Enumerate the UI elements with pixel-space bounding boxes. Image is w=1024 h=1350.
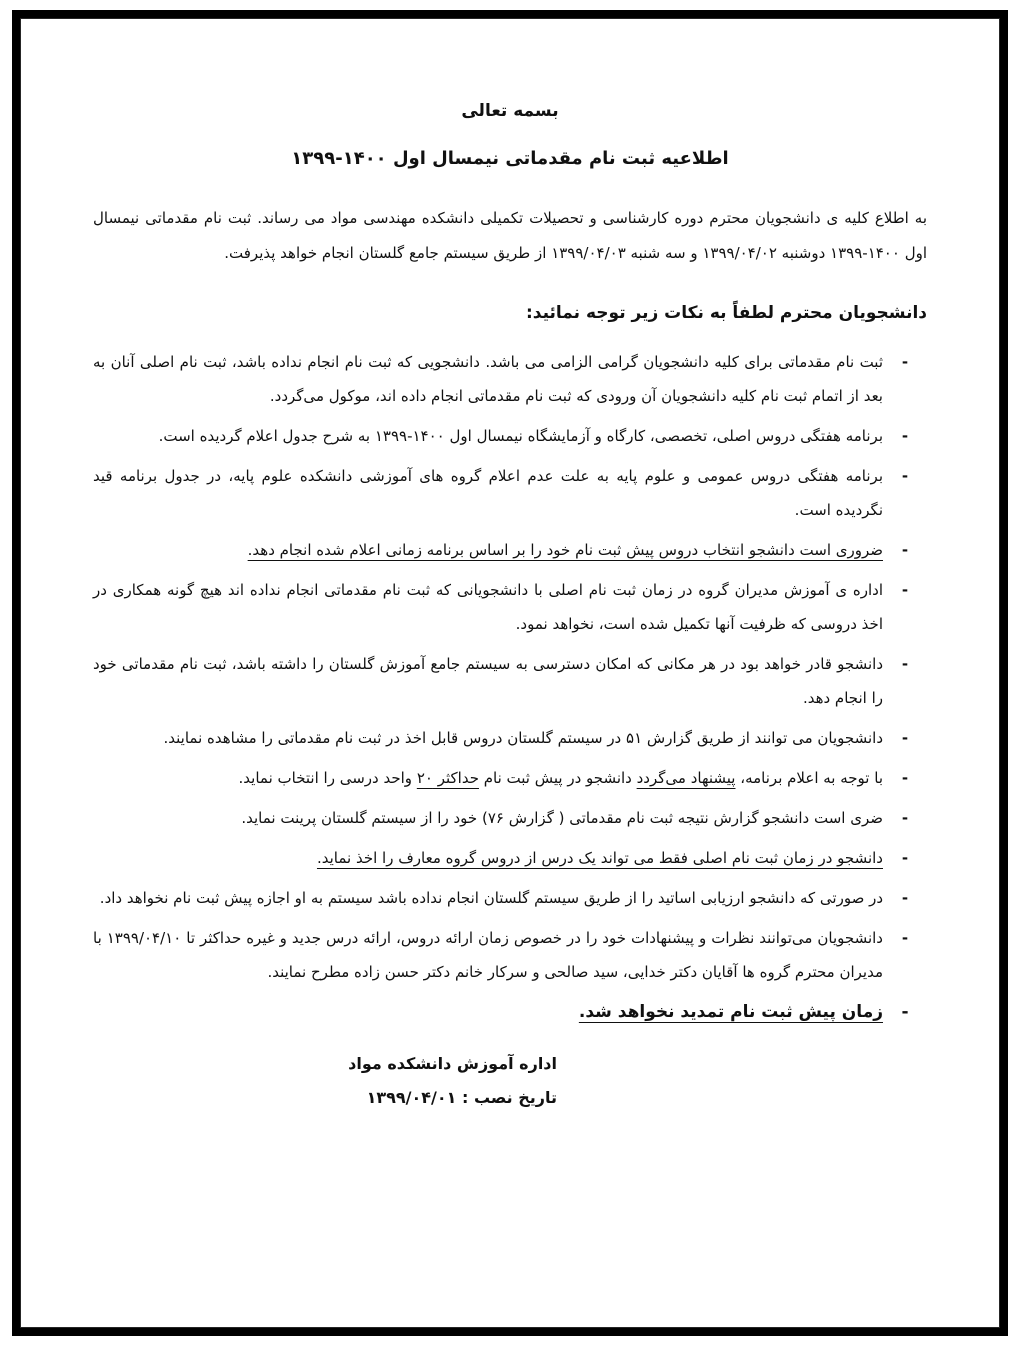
note-8-suffix: واحد درسی را انتخاب نماید. — [238, 769, 417, 787]
note-12-text: دانشجویان می‌توانند نظرات و پیشنهادات خود را در خصوص زمان ارائه دروس، ارائه درس جدید و غیره حداکثر تا ۱۳۹۹/۰۴/۱۰ با مدیران محترم گروه ها آقایان دکتر خدایی، سید صالحی و سرکار خانم دکتر حسن زاده مطرح نمایند. — [93, 929, 883, 981]
basmala: بسمه تعالی — [461, 101, 559, 121]
note-6 — [93, 647, 927, 715]
note-13 — [93, 995, 927, 1029]
education-office: اداره آموزش دانشکده مواد — [348, 1054, 557, 1073]
bullet-dash: - — [901, 889, 909, 907]
bullet-dash: - — [901, 427, 909, 445]
posting-date: تاریخ نصب : ۱۳۹۹/۰۴/۰۱ — [366, 1088, 557, 1107]
note-3 — [93, 459, 927, 527]
bullet-dash: - — [901, 353, 909, 371]
bullet-dash: - — [901, 849, 909, 867]
note-7 — [93, 721, 927, 755]
note-6-text: دانشجو قادر خواهد بود در هر مکانی که امکان دسترسی به سیستم جامع آموزش گلستان را داشته باشد، ثبت نام مقدماتی خود را انجام دهد. — [93, 655, 883, 707]
note-10 — [93, 841, 927, 875]
bullet-dash: - — [901, 581, 909, 599]
note-2-text: برنامه هفتگی دروس اصلی، تخصصی، کارگاه و آزمایشگاه نیمسال اول ۱۴۰۰-۱۳۹۹ به شرح جدول اعلام گردیده است. — [158, 427, 883, 445]
note-10-text: دانشجو در زمان ثبت نام اصلی فقط می تواند یک درس از دروس گروه معارف را اخذ نماید. — [316, 849, 883, 867]
note-11 — [93, 881, 927, 915]
bullet-dash: - — [901, 929, 909, 947]
note-4 — [93, 533, 927, 567]
bullet-dash: - — [901, 467, 909, 485]
note-1-text: ثبت نام مقدماتی برای کلیه دانشجویان گرامی الزامی می باشد. دانشجویی که ثبت نام انجام نداده باشد، ثبت نام اصلی آنان به بعد از اتمام ثبت نام کلیه دانشجویان آن ورودی که ثبت نام مقدماتی انجام داده اند، موکول می‌گردد. — [93, 353, 883, 405]
note-8-middle: دانشجو در پیش ثبت نام — [478, 769, 637, 787]
note-8-prefix: با توجه به اعلام برنامه، — [735, 769, 883, 787]
page-border — [12, 10, 1008, 1336]
bullet-dash: - — [901, 655, 909, 673]
note-5 — [93, 573, 927, 641]
bullet-dash: - — [901, 541, 909, 559]
note-5-text: اداره ی آموزش مدیران گروه در زمان ثبت نام اصلی با دانشجویانی که ثبت نام مقدماتی انجام نداده اند هیچ گونه همکاری در اخذ دروسی که ظرفیت آنها تکمیل شده است، نخواهد نمود. — [93, 581, 883, 633]
bullet-dash: - — [901, 729, 909, 747]
note-8-recommendation: پیشنهاد می‌گردد — [636, 769, 736, 787]
note-11-text: در صورتی که دانشجو ارزیابی اساتید را از طریق سیستم گلستان انجام نداده باشد سیستم به او اجازه پیش ثبت نام نخواهد داد. — [99, 889, 883, 907]
announcement-document — [93, 99, 927, 1115]
note-8 — [93, 761, 927, 795]
signature-block — [93, 1047, 557, 1115]
note-2 — [93, 419, 927, 453]
note-8-unit-limit: حداکثر ۲۰ — [416, 769, 479, 787]
note-1 — [93, 345, 927, 413]
notes-list — [93, 345, 927, 1029]
note-9-text: ضری است دانشجو گزارش نتیجه ثبت نام مقدماتی ( گزارش ۷۶) خود را از سیستم گلستان پرینت نماید. — [241, 809, 883, 827]
bullet-dash: - — [901, 769, 909, 787]
note-4-text: ضروری است دانشجو انتخاب دروس پیش ثبت نام خود را بر اساس برنامه زمانی اعلام شده انجام دهد. — [247, 541, 883, 559]
bullet-dash: - — [901, 809, 909, 827]
note-9 — [93, 801, 927, 835]
note-3-text: برنامه هفتگی دروس عمومی و علوم پایه به علت عدم اعلام گروه های آموزشی دانشکده علوم پایه، در جدول برنامه قید نگردیده است. — [93, 467, 883, 519]
note-8-text — [93, 761, 883, 795]
note-12 — [93, 921, 927, 989]
note-13-text: زمان پیش ثبت نام تمدید نخواهد شد. — [578, 1002, 883, 1022]
notice-title: اطلاعیه ثبت نام مقدماتی نیمسال اول ۱۴۰۰-۱۳۹۹ — [291, 148, 729, 169]
notes-heading: دانشجویان محترم لطفاً به نکات زیر توجه نمائید: — [525, 303, 927, 323]
intro-paragraph: به اطلاع کلیه ی دانشجویان محترم دوره کارشناسی و تحصیلات تکمیلی دانشکده مهندسی مواد می رساند. ثبت نام مقدماتی نیمسال اول ۱۴۰۰-۱۳۹۹ دوشنبه ۱۳۹۹/۰۴/۰۲ و سه شنبه ۱۳۹۹/۰۴/۰۳ از طریق سیستم جامع گلستان انجام خواهد پذیرفت. — [93, 209, 927, 262]
note-7-text: دانشجویان می توانند از طریق گزارش ۵۱ در سیستم گلستان دروس قابل اخذ در ثبت نام مقدماتی را مشاهده نمایند. — [163, 729, 883, 747]
bullet-dash: - — [901, 1002, 909, 1022]
